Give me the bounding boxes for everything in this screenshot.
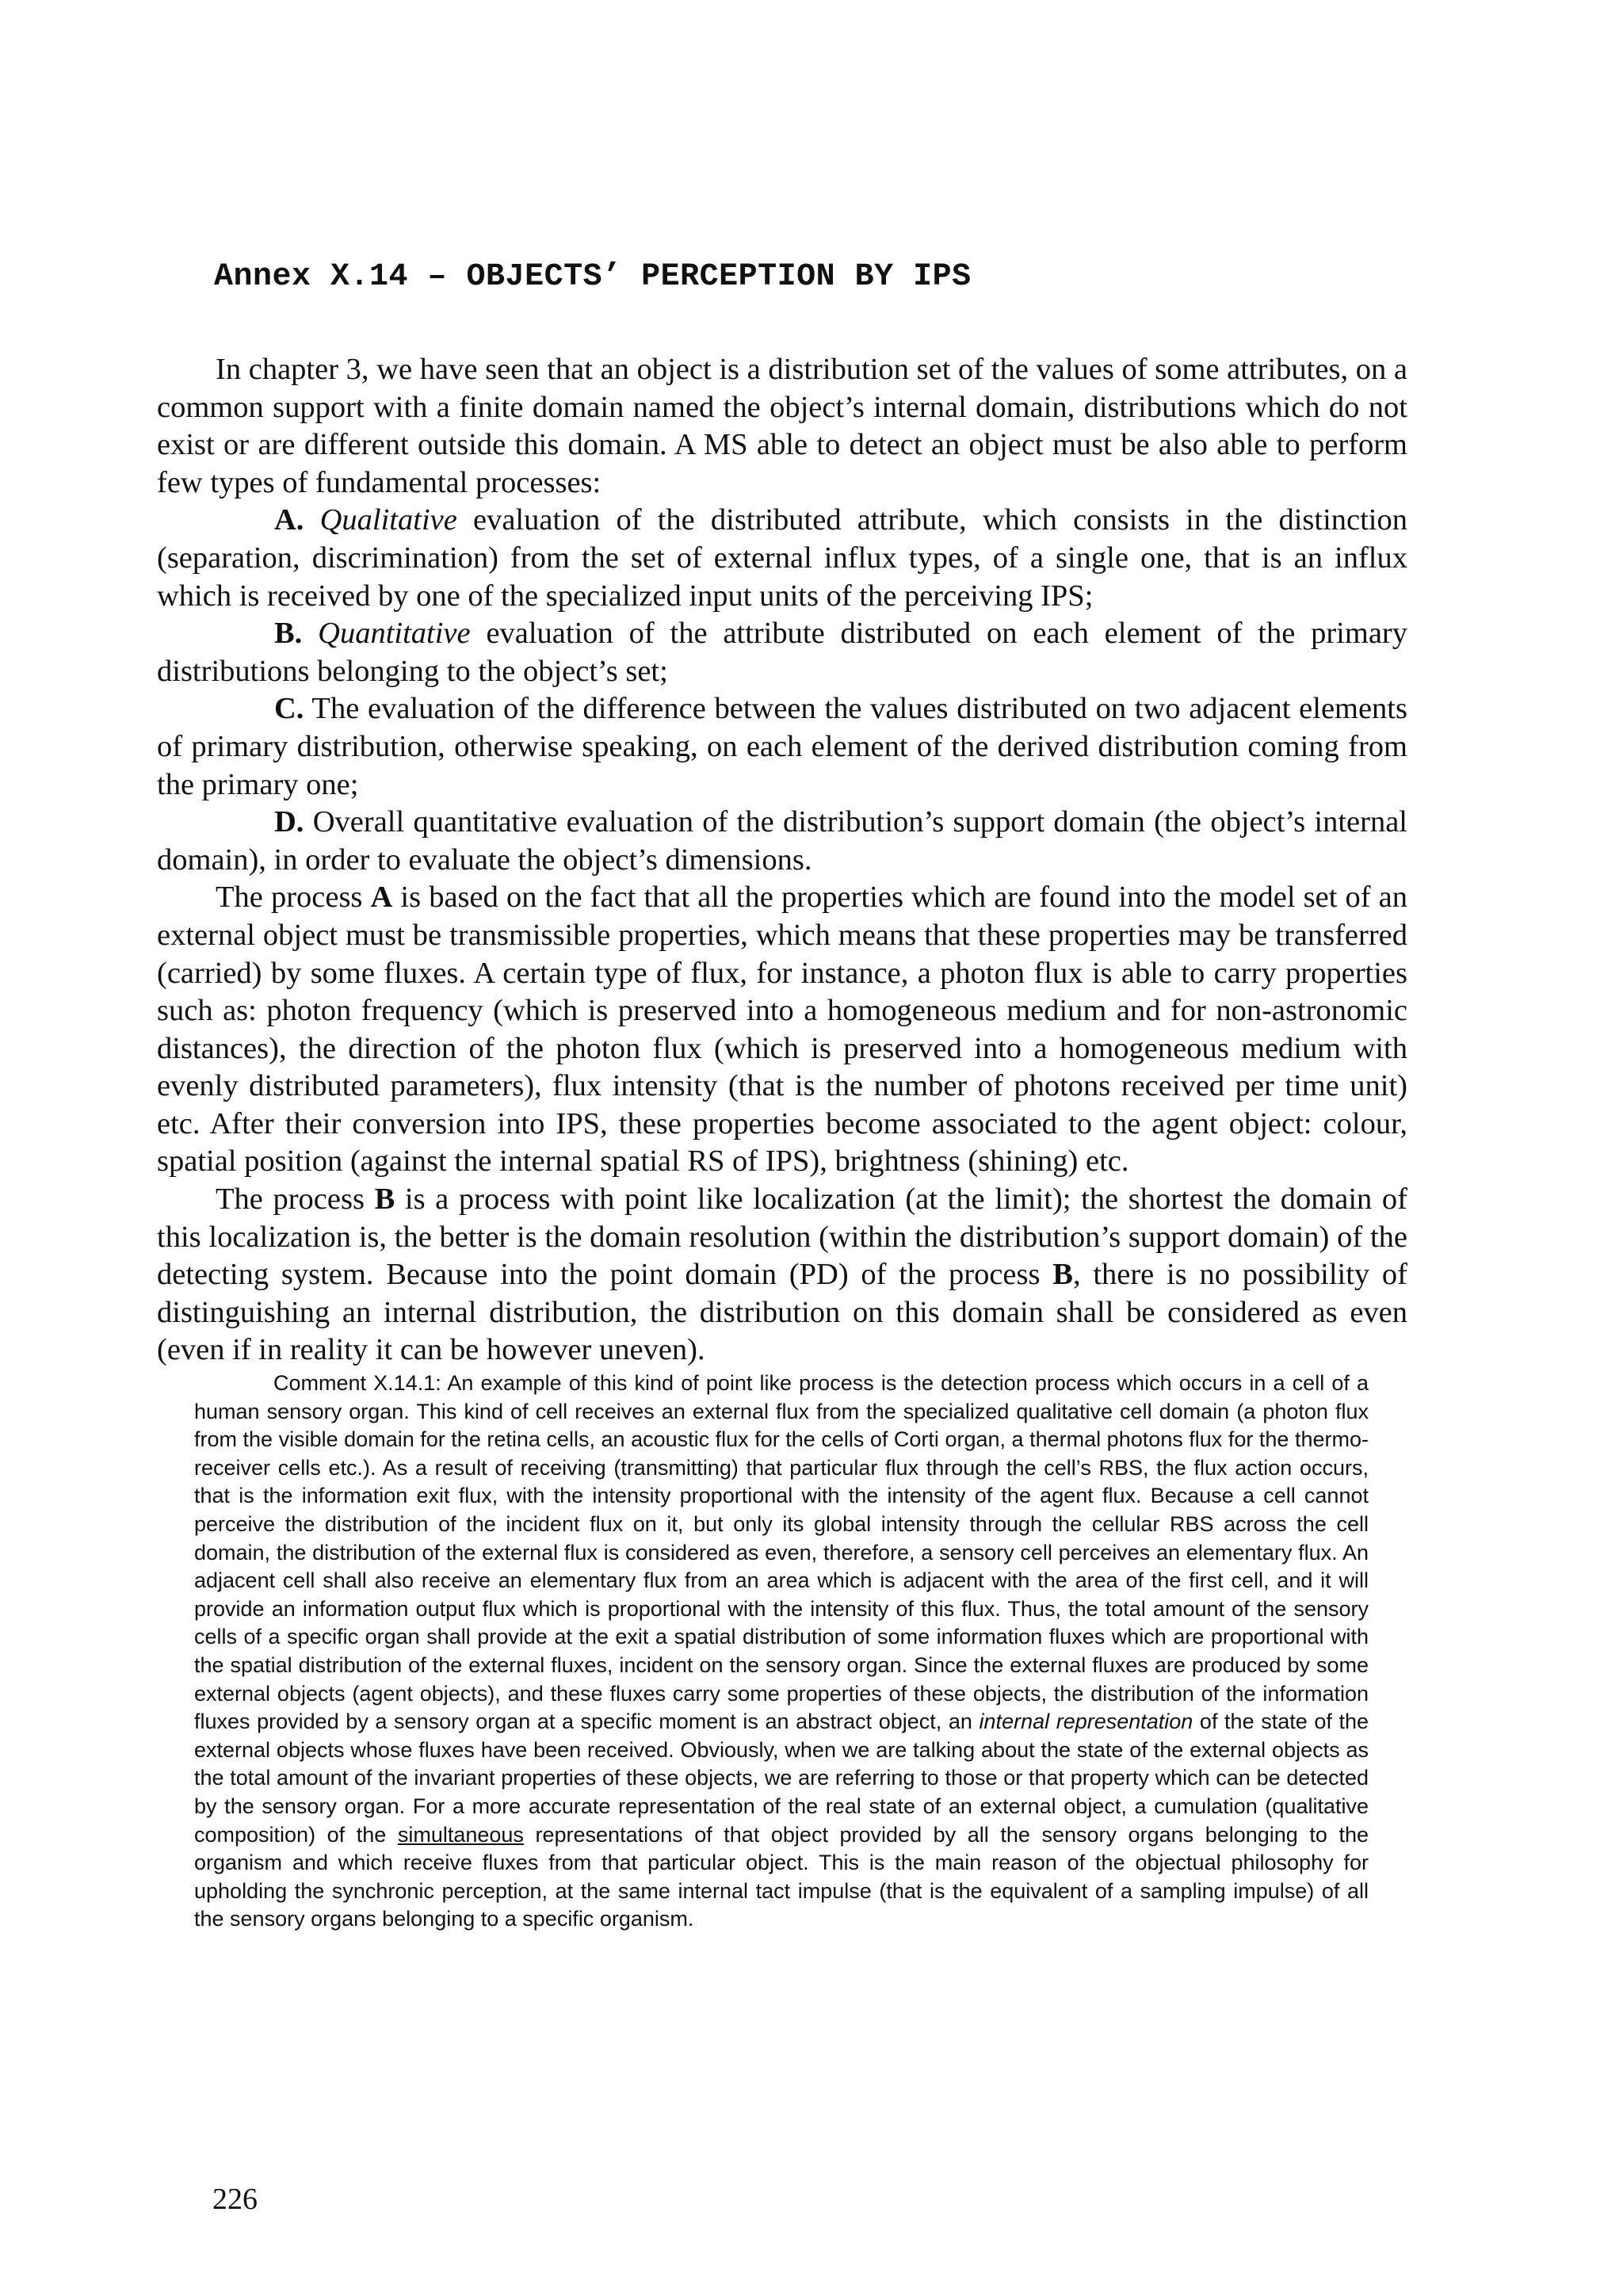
list-item-b [157,615,1407,690]
process-b-label: B [1052,1258,1073,1292]
list-item-d [157,804,1407,879]
page-title: Annex X.14 – OBJECTS’ PERCEPTION BY IPS [214,259,972,295]
process-b-label: B [374,1182,395,1217]
list-item-c [157,690,1407,804]
page-number: 226 [212,2183,258,2216]
item-text: The evaluation of the difference between the values distributed on two adjacent elements of primary distribution, otherwise speaking, on each element of the derived distribution coming from the primary one; [157,692,1407,801]
item-marker: B. [274,617,303,651]
item-marker: D. [274,805,304,839]
item-marker: C. [274,692,304,726]
comment-block: Comment X.14.1: An example of this kind of point like process is the detection process which occurs in a cell of a human sensory organ. This kind of cell receives an external flux from the specialized qualitative cell domain (a photon flux from the visible domain for the retina cells, an acoustic flux for the cells of Corti organ, a thermal photons flux for the thermo-receiver cells etc.). As a result of receiving (transmitting) that particular flux through the cell’s RBS, the flux action occurs, that is the information exit flux, with the intensity proportional with the intensity of the agent flux. Because a cell cannot perceive the distribution of the incident flux on it, but only its global intensity through the cellular RBS across the cell domain, the distribution of the external flux is considered as even, therefore, a sensory cell perceives an elementary flux. An adjacent cell shall also receive an elementary flux from an area which is adjacent with the area of the first cell, and it will provide an information output flux which is proportional with the intensity of this flux. Thus, the total amount of the sensory cells of a specific organ shall provide at the exit a spatial distribution of some information fluxes which are proportional with the spatial distribution of the external fluxes, incident on the sensory organ. Since the external fluxes are produced by some external objects (agent objects), and these fluxes carry some properties of these objects, the distribution of the information fluxes provided by a sensory organ at a specific moment is an abstract object, an internal representation of the state of the external objects whose fluxes have been received. Obviously, when we are talking about the state of the external objects as the total amount of the invariant properties of these objects, we are referring to those or that property which can be detected by the sensory organ. For a more accurate representation of the real state of an external object, a cumulation (qualitative composition) of the simultaneous representations of that object provided by all the sensory organs belonging to the organism and which receive fluxes from that particular object. This is the main reason of the objectual philosophy for upholding the synchronic perception, at the same internal tact impulse (that is the equivalent of a sampling impulse) of all the sensory organs belonging to a specific organism. [194,1371,1369,1931]
process-b-paragraph: The process B is a process with point like localization (at the limit); the shortest the domain of this localization is, the better is the domain resolution (within the distribution’s support domain) of the detecting system. Because into the point domain (PD) of the process B, there is no possibility of distinguishing an internal distribution, the distribution on this domain shall be considered as even (even if in reality it can be however uneven). [157,1182,1407,1367]
list-item-a [157,502,1407,615]
page-content [157,258,1407,1934]
process-a-paragraph: The process A is based on the fact that all the properties which are found into the model set of an external object must be transmissible properties, which means that these properties may be transferred (carried) by some fluxes. A certain type of flux, for instance, a photon flux is able to carry properties such as: photon frequency (which is preserved into a homogeneous medium and for non-astronomic distances), the direction of the photon flux (which is preserved into a homogeneous medium with evenly distributed parameters), flux intensity (that is the number of photons received per time unit) etc. After their conversion into IPS, these properties become associated to the agent object: colour, spatial position (against the internal spatial RS of IPS), brightness (shining) etc. [157,881,1407,1179]
item-emphasis: Qualitative [319,503,457,537]
item-text: evaluation of the attribute distributed on each element of the primary distributions belonging to the object’s set; [157,617,1407,688]
item-text: Overall quantitative evaluation of the distribution’s support domain (the object’s internal domain), in order to evaluate the object’s dimensions. [157,805,1407,877]
intro-paragraph: In chapter 3, we have seen that an object is a distribution set of the values of some attributes, on a common support with a finite domain named the object’s internal domain, distributions which do not exist or are different outside this domain. A MS able to detect an object must be also able to perform few types of fundamental processes: [157,353,1407,499]
comment-emphasis: internal representation [979,1710,1193,1734]
process-a-label: A [370,881,393,915]
item-text: evaluation of the distributed attribute, which consists in the distinction (separation, discrimination) from the set of external influx types, of a single one, that is an influx which is received by one of the specialized input units of the perceiving IPS; [157,503,1408,613]
item-marker: A. [274,503,304,537]
comment-underline: simultaneous [397,1822,524,1847]
item-emphasis: Quantitative [318,617,471,651]
